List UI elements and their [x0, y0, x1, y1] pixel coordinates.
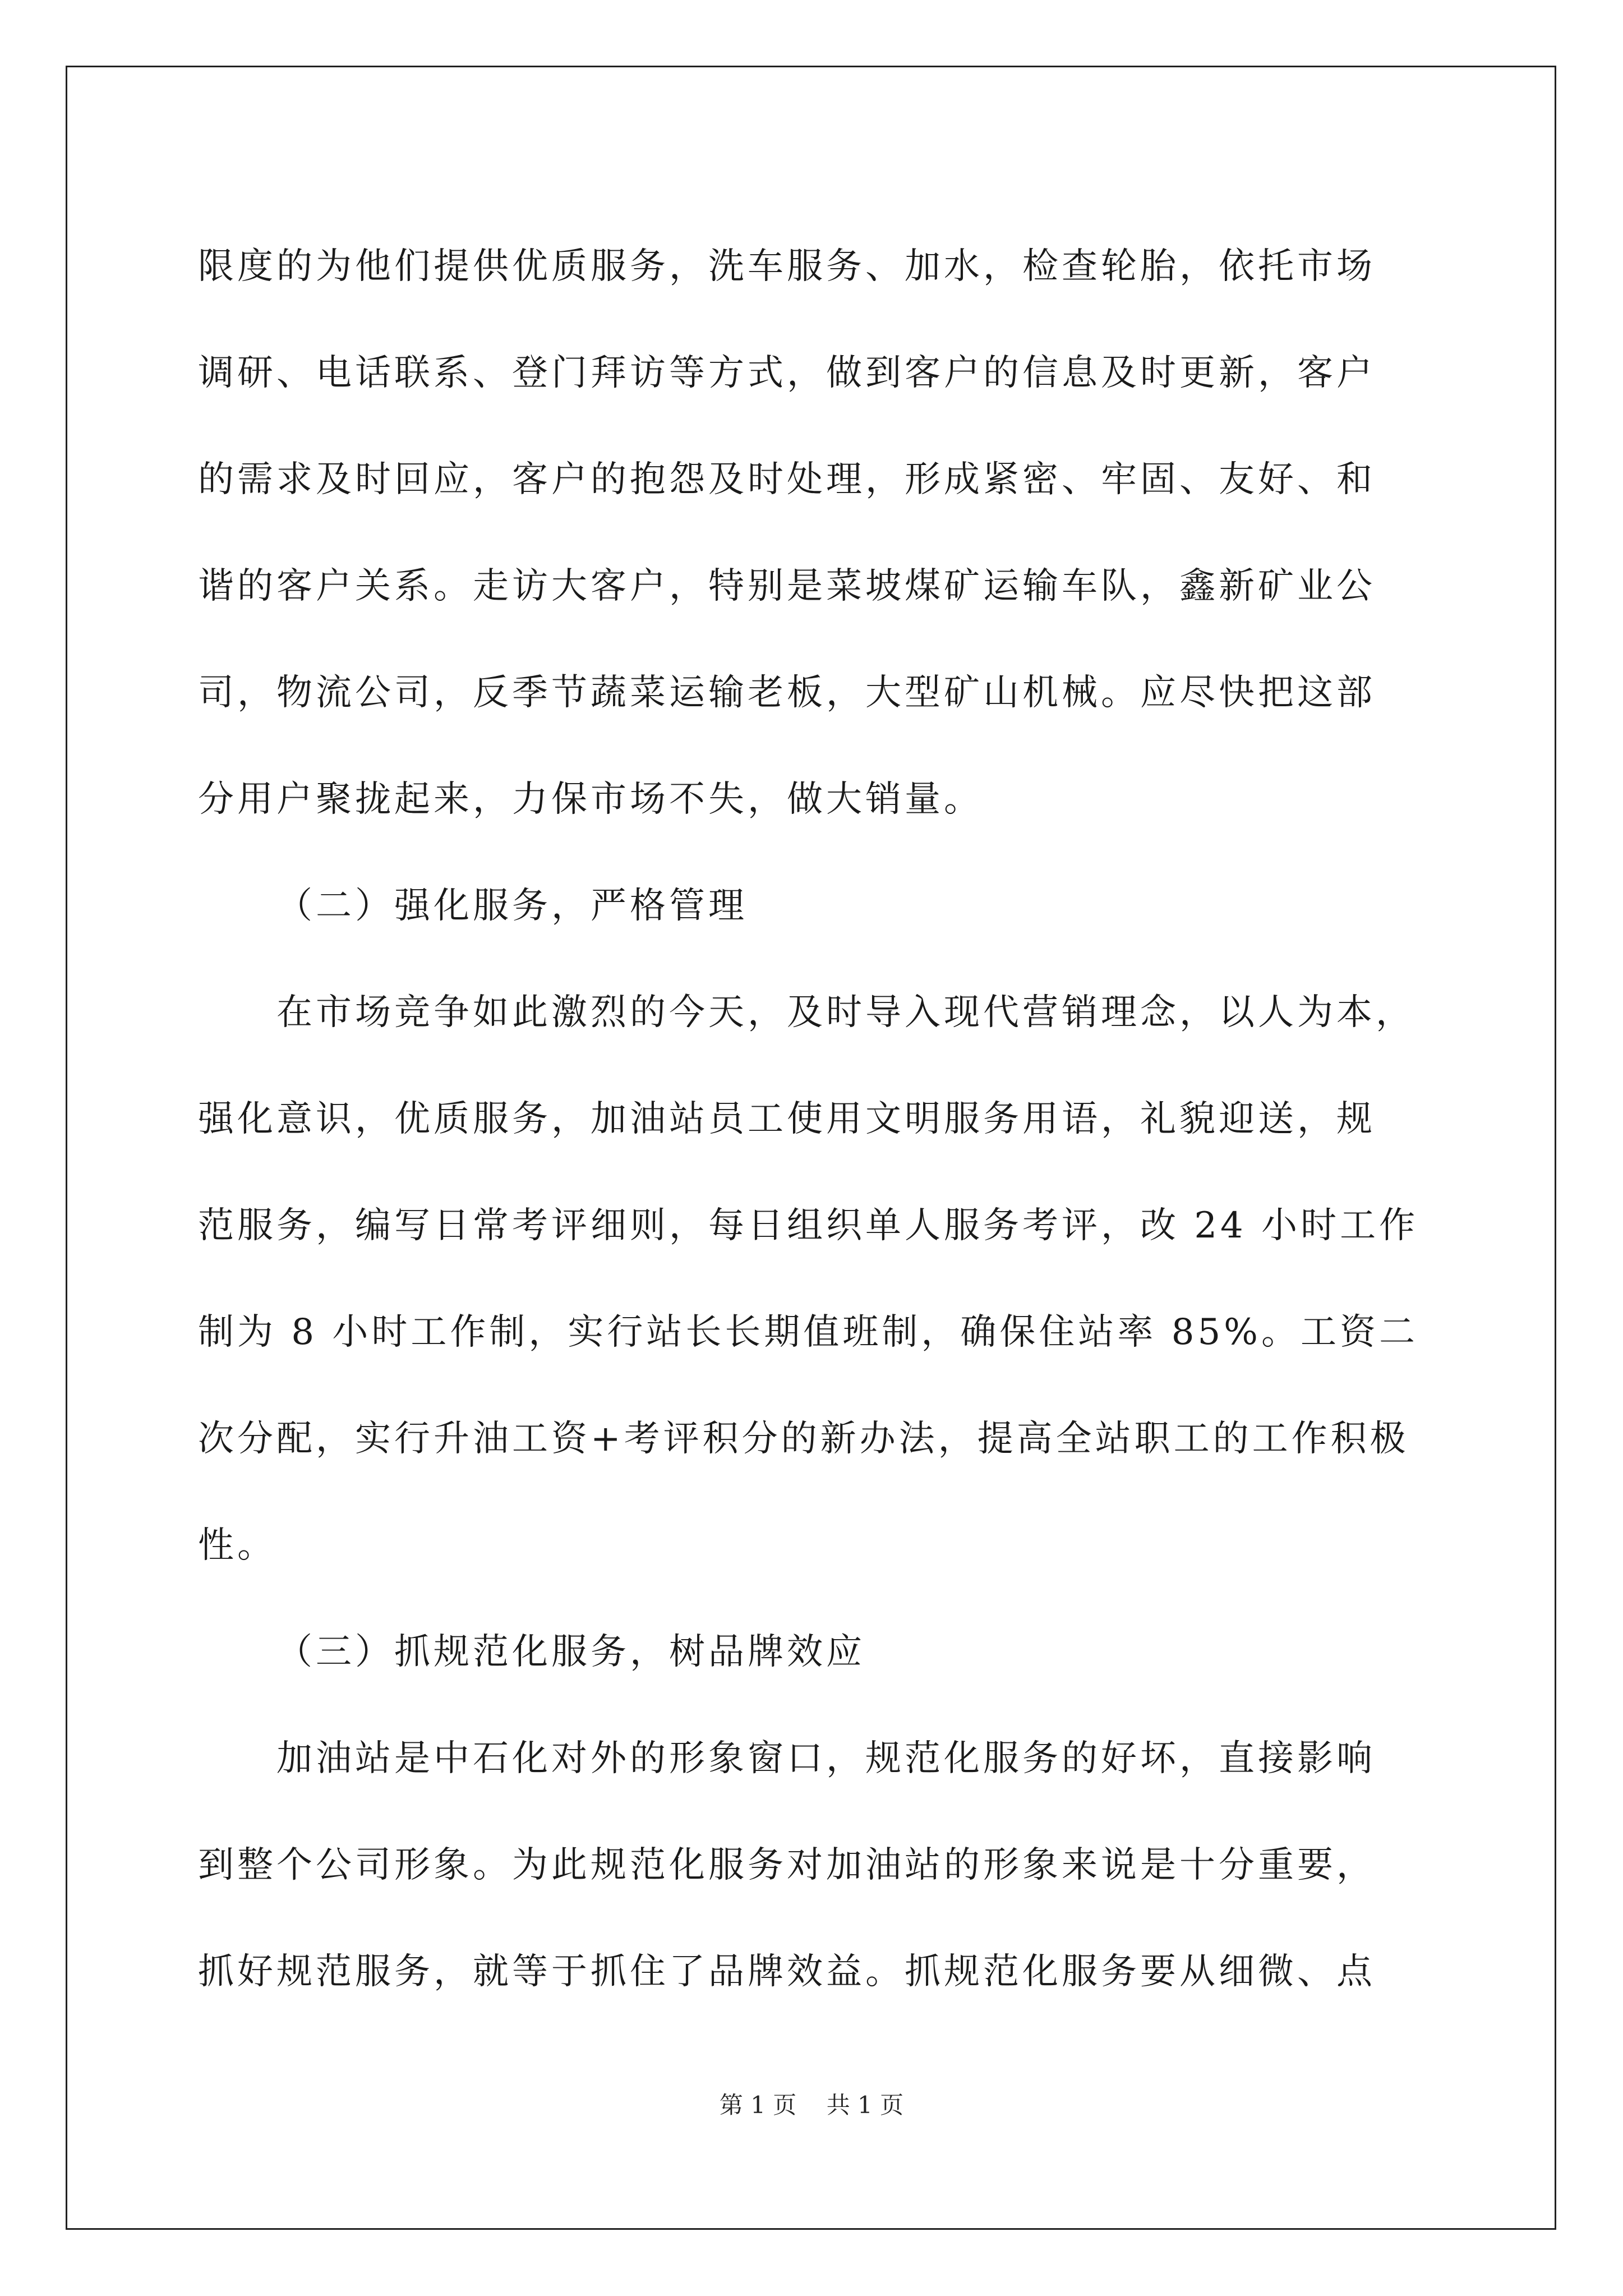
paragraph-service-management — [198, 959, 1421, 1599]
document-body — [198, 213, 1421, 2025]
text-line: 的需求及时回应，客户的抱怨及时处理，形成紧密、牢固、友好、和 — [198, 459, 1376, 500]
paragraph-customer-relations — [198, 213, 1421, 853]
text-line: 在市场竞争如此激烈的今天，及时导入现代营销理念，以人为本， — [276, 992, 1415, 1033]
text-line: 加油站是中石化对外的形象窗口，规范化服务的好坏，直接影响 — [276, 1738, 1376, 1779]
text-line: 强化意识，优质服务，加油站员工使用文明服务用语，礼貌迎送，规 — [198, 1098, 1376, 1140]
text-line: 抓好规范服务，就等于抓住了品牌效益。抓规范化服务要从细微、点 — [198, 1951, 1376, 1993]
text-line: 司，物流公司，反季节蔬菜运输老板，大型矿山机械。应尽快把这部 — [198, 672, 1376, 714]
page-number-footer: 第 1 页 共 1 页 — [719, 2091, 904, 2119]
text-line: 调研、电话联系、登门拜访等方式，做到客户的信息及时更新，客户 — [198, 352, 1376, 394]
text-line: 分用户聚拢起来，力保市场不失，做大销量。 — [198, 779, 983, 820]
text-line: 到整个公司形象。为此规范化服务对加油站的形象来说是十分重要， — [198, 1844, 1376, 1886]
text-line: 限度的为他们提供优质服务，洗车服务、加水，检查轮胎，依托市场 — [198, 246, 1376, 287]
text-line: 谐的客户关系。走访大客户，特别是菜坡煤矿运输车队，鑫新矿业公 — [198, 565, 1376, 607]
section-heading-3: （三）抓规范化服务，树品牌效应 — [276, 1631, 865, 1673]
text-line: 性。 — [198, 1525, 276, 1566]
section-heading-2: （二）强化服务，严格管理 — [276, 885, 748, 927]
text-line: 范服务，编写日常考评细则，每日组织单人服务考评，改 24 小时工作 — [198, 1205, 1419, 1246]
text-line: 制为 8 小时工作制，实行站长长期值班制，确保住站率 85%。工资二 — [198, 1312, 1418, 1353]
paragraph-brand-standardization — [198, 1705, 1421, 2025]
text-line: 次分配，实行升油工资+考评积分的新办法，提高全站职工的工作积极 — [198, 1418, 1409, 1460]
